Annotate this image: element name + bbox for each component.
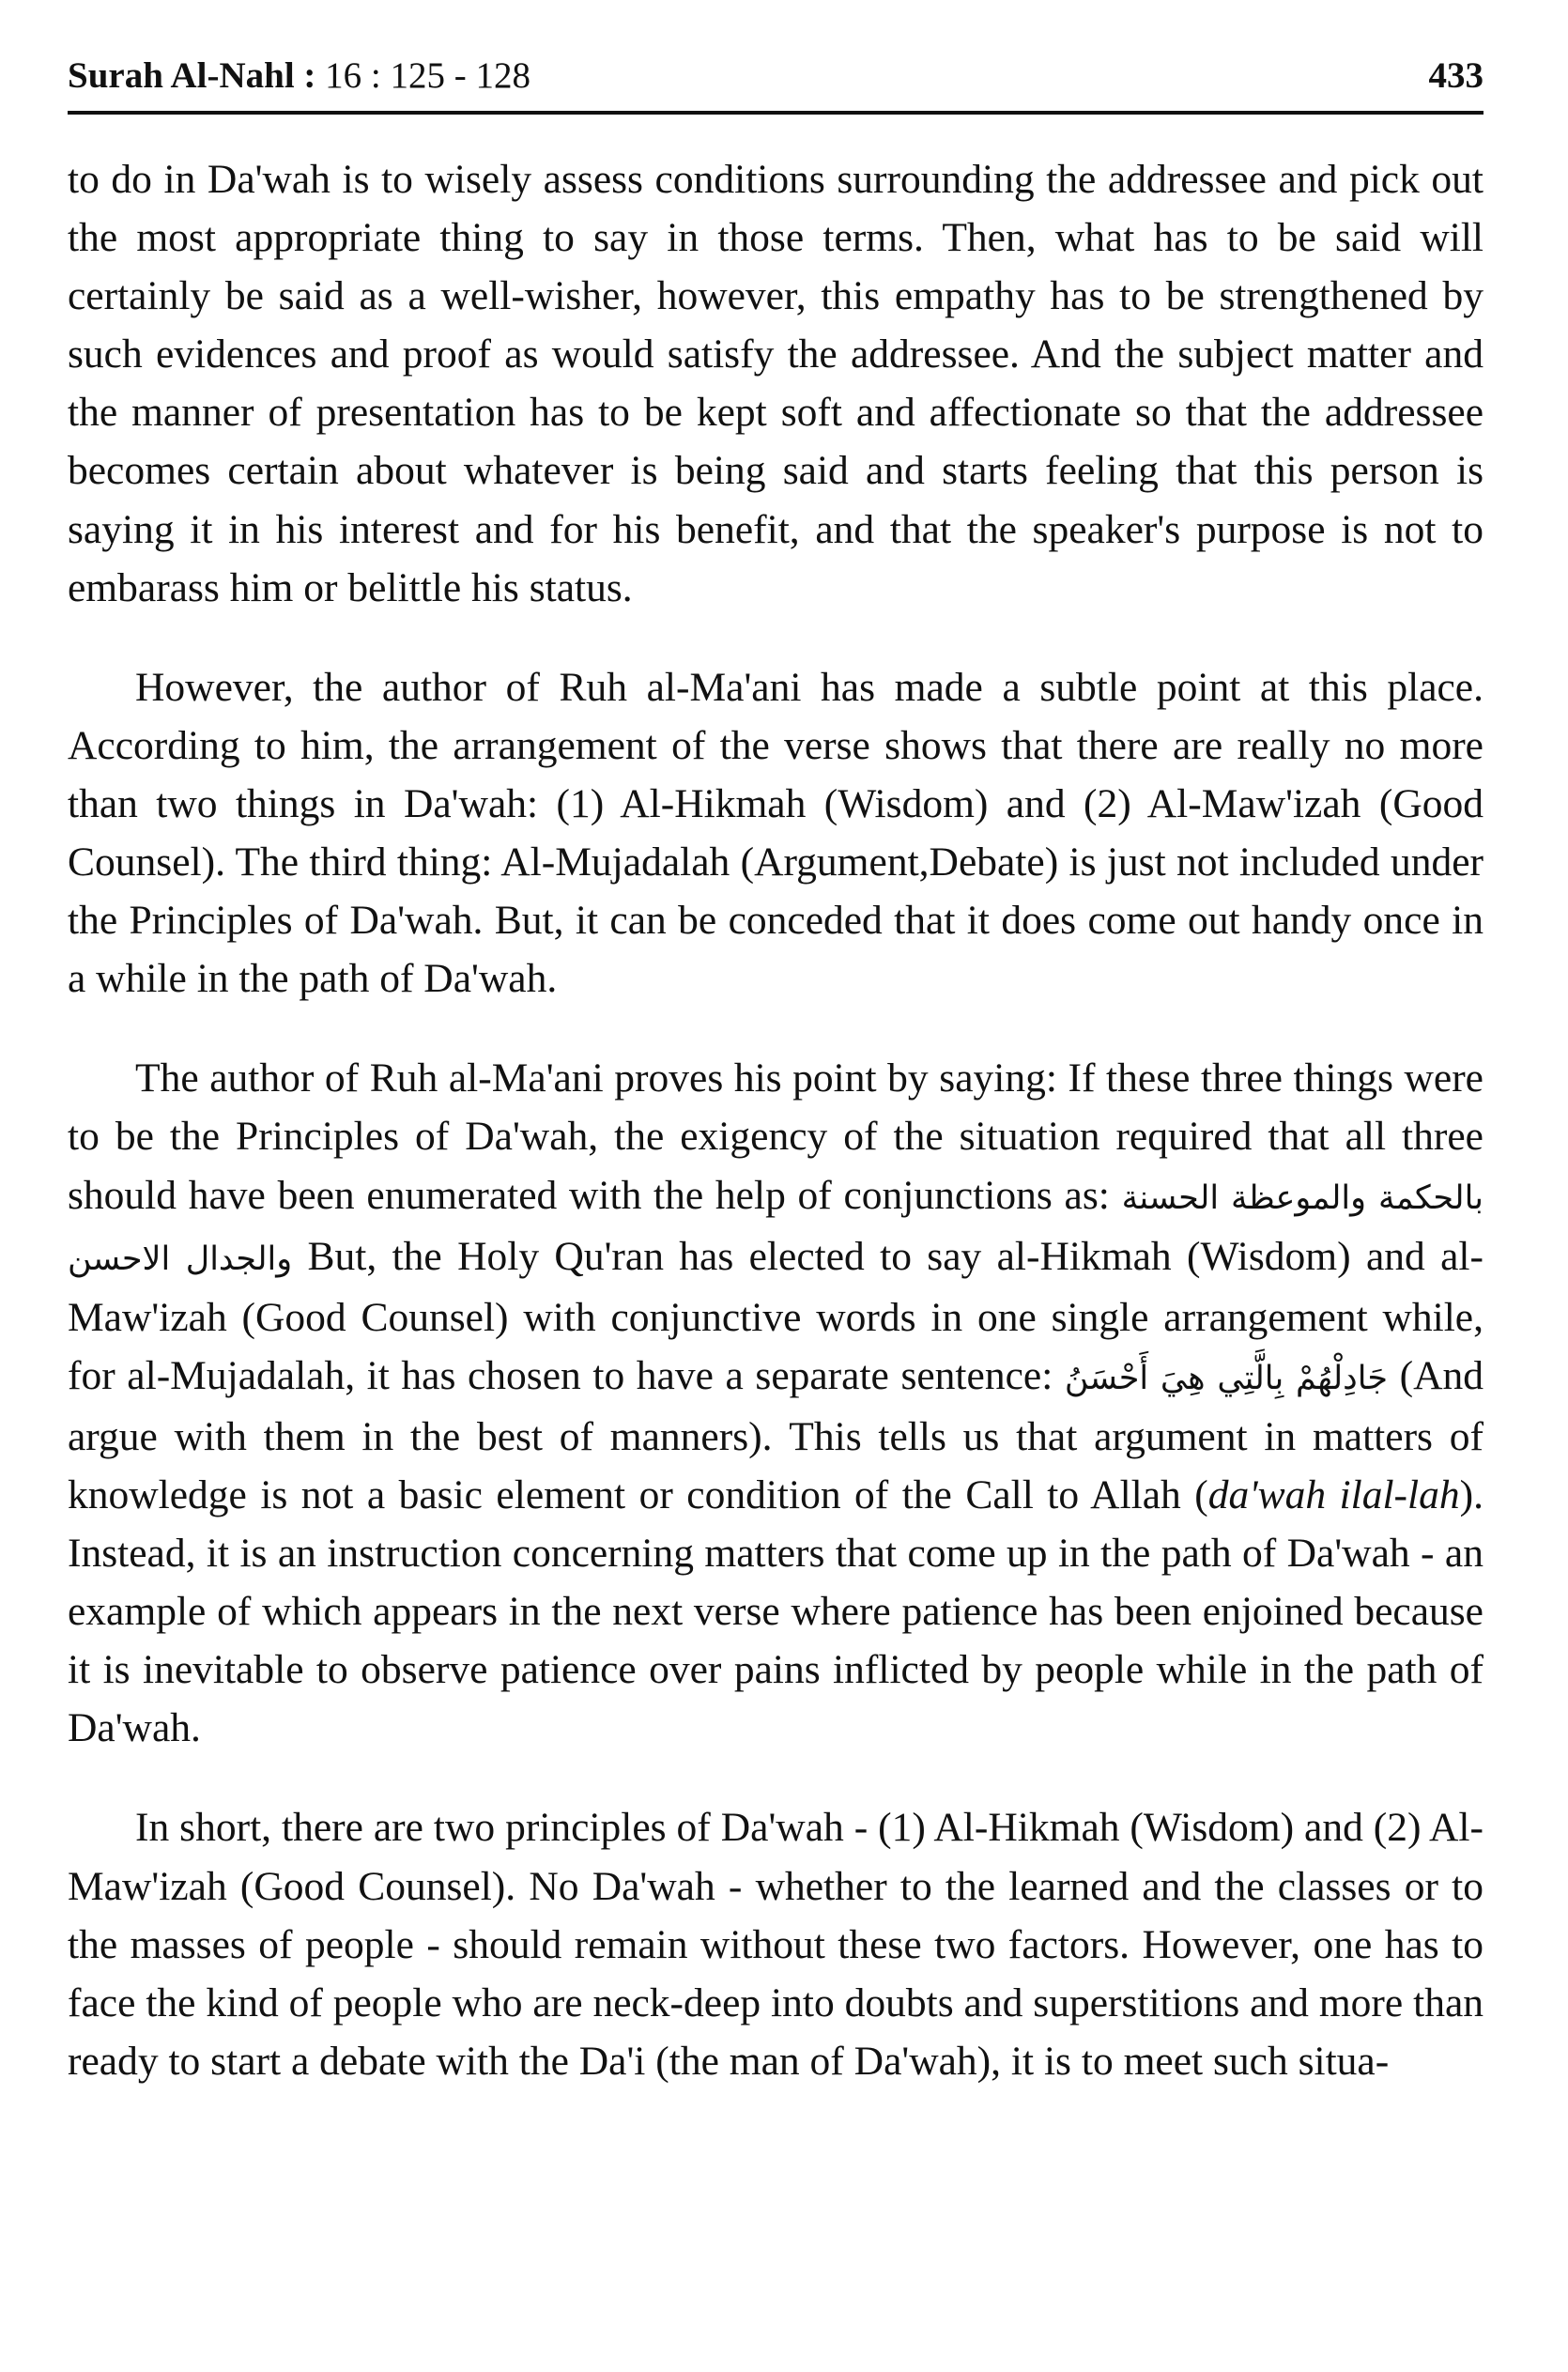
paragraph-2: However, the author of Ruh al-Ma'ani has made a subtle point at this place. According to him, the arrangement of the verse shows that there are really no more than two things in Da'wah: (1) Al-Hikmah (Wisdom) and (2) Al-Maw'izah (Good Counsel). The third thing: Al-Mujadalah (Argument,Debate) is just not included under the Principles of Da'wah. But, it can be conceded that it does come out handy once in a while in the path of Da'wah. [68,664,1483,1002]
paragraph-3-text-c: (And argue with them in the best of manners). This tells us that argument in matters of knowledge is not a basic element or condition of the Call to Allah ( [68,1352,1484,1517]
running-header [68,45,1483,115]
arabic-quote-verse: جَادِلْهُمْ بِالَّتِي هِيَ أَحْسَنُ [1064,1359,1389,1397]
paragraph-3-text-d: ). Instead, it is an instruction concerning matters that come up in the path of Da'wah - an example of which appears in the next verse where patience has been enjoined because it is inevitable to observe patience over pains inflicted by people while in the path of Da'wah. [68,1471,1483,1751]
paragraph-3-text-b: But, the Holy Qu'ran has elected to say al-Hikmah (Wisdom) and al-Maw'izah (Good Counsel) with conjunctive words in one single arrangement while, for al-Mujadalah, it has chosen to have a separate sentence: [68,1233,1483,1398]
page-number: 433 [1428,55,1483,96]
header-left [68,53,530,100]
body-text [68,150,1483,2090]
italic-term: da'wah ilal-lah [1207,1471,1460,1517]
arabic-quote-conjunctions: بالحكمة والموعظة الحسنة والجدال الاحسن [68,1178,1483,1278]
paragraph-3 [68,1049,1483,1757]
surah-title: Surah Al-Nahl : [68,55,316,96]
paragraph-3-text-a: The author of Ruh al-Ma'ani proves his point by saying: If these three things were to be the Principles of Da'wah, the exigency of the situation required that all three should have been enumerated with the help of conjunctions as: [68,1055,1483,1218]
paragraph-4: In short, there are two principles of Da'wah - (1) Al-Hikmah (Wisdom) and (2) Al-Maw'izah (Good Counsel). No Da'wah - whether to the learned and the classes or to the masses of people - should remain without these two factors. However, one has to face the kind of people who are neck-deep into doubts and superstitions and more than ready to start a debate with the Da'i (the man of Da'wah), it is to meet such situa- [68,1805,1483,2084]
paragraph-1: to do in Da'wah is to wisely assess conditions surrounding the addressee and pick out the most appropriate thing to say in those terms. Then, what has to be said will certainly be said as a well-wisher, however, this empathy has to be strengthened by such evidences and proof as would satisfy the addressee. And the subject matter and the manner of presentation has to be kept soft and affectionate so that the addressee becomes certain about whatever is being said and starts feeling that this person is saying it in his interest and for his benefit, and that the speaker's purpose is not to embarass him or belittle his status. [68,157,1483,610]
verse-range: 16 : 125 - 128 [315,55,530,96]
